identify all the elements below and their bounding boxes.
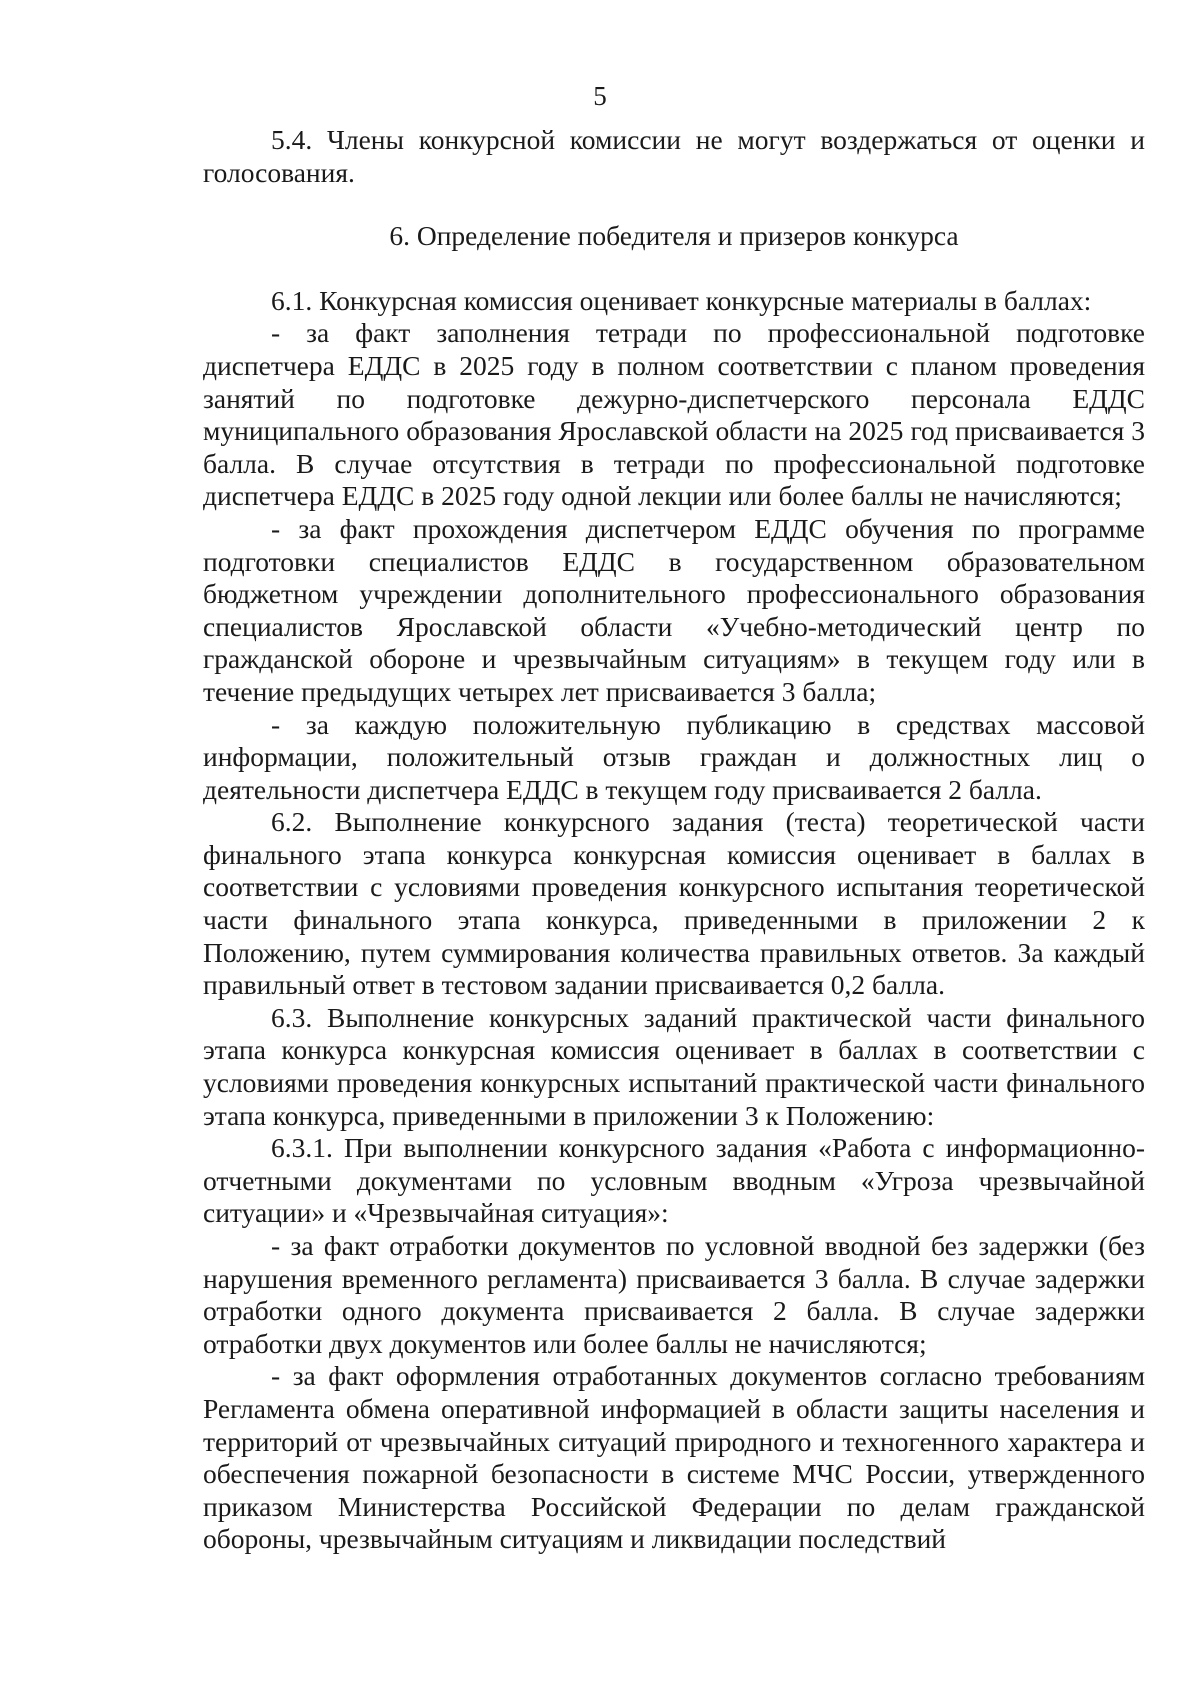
- paragraph-5-4: 5.4. Члены конкурсной комиссии не могут воздержаться от оценки и голосования.: [203, 124, 1145, 188]
- document-body: [203, 124, 1145, 1556]
- section-6-heading: 6. Определение победителя и призеров конкурса: [389, 220, 959, 252]
- paragraph-6-1-item-notebook: - за факт заполнения тетради по профессиональной подготовке диспетчера ЕДДС в 2025 году в полном соответствии с планом проведения занятий по подготовке дежурно-диспетчерского персонала ЕДДС муниципального образования Ярославской области на 2025 год присваивается 3 балла. В случае отсутствия в тетради по профессиональной подготовке диспетчера ЕДДС в 2025 году одной лекции или более баллы не начисляются;: [203, 317, 1145, 512]
- paragraph-6-3-1-item-delay: - за факт отработки документов по условной вводной без задержки (без нарушения временного регламента) присваивается 3 балла. В случае задержки отработки одного документа присваивается 2 балла. В случае задержки отработки двух документов или более баллы не начисляются;: [203, 1230, 1145, 1359]
- paragraph-6-3-1: 6.3.1. При выполнении конкурсного задания «Работа с информационно-отчетными документами по условным вводным «Угроза чрезвычайной ситуации» и «Чрезвычайная ситуация»:: [203, 1132, 1145, 1229]
- paragraph-6-2: 6.2. Выполнение конкурсного задания (теста) теоретической части финального этапа конкурса конкурсная комиссия оценивает в баллах в соответствии с условиями проведения конкурсного испытания теоретической части финального этапа конкурса, приведенными в приложении 2 к Положению, путем суммирования количества правильных ответов. За каждый правильный ответ в тестовом задании присваивается 0,2 балла.: [203, 806, 1145, 1001]
- paragraph-6-1-item-training: - за факт прохождения диспетчером ЕДДС обучения по программе подготовки специалистов ЕДДС в государственном образовательном бюджетном учреждении дополнительного профессионального образования специалистов Ярославской области «Учебно-методический центр по гражданской обороне и чрезвычайным ситуациям» в текущем году или в течение предыдущих четырех лет присваивается 3 балла;: [203, 512, 1145, 707]
- page-number: 5: [593, 81, 607, 111]
- paragraph-6-3-1-item-format: - за факт оформления отработанных документов согласно требованиям Регламента обмена оперативной информацией в области защиты населения и территорий от чрезвычайных ситуаций природного и техногенного характера и обеспечения пожарной безопасности в системе МЧС России, утвержденного приказом Министерства Российской Федерации по делам гражданской обороны, чрезвычайным ситуациям и ликвидации последствий: [203, 1360, 1145, 1555]
- paragraph-6-3: 6.3. Выполнение конкурсных заданий практической части финального этапа конкурса конкурсная комиссия оценивает в баллах в соответствии с условиями проведения конкурсных испытаний практической части финального этапа конкурса, приведенными в приложении 3 к Положению:: [203, 1001, 1145, 1131]
- paragraph-6-1: 6.1. Конкурсная комиссия оценивает конкурсные материалы в баллах:: [271, 284, 1092, 316]
- paragraph-6-1-item-publication: - за каждую положительную публикацию в средствах массовой информации, положительный отзыв граждан и должностных лиц о деятельности диспетчера ЕДДС в текущем году присваивается 2 балла.: [203, 708, 1145, 805]
